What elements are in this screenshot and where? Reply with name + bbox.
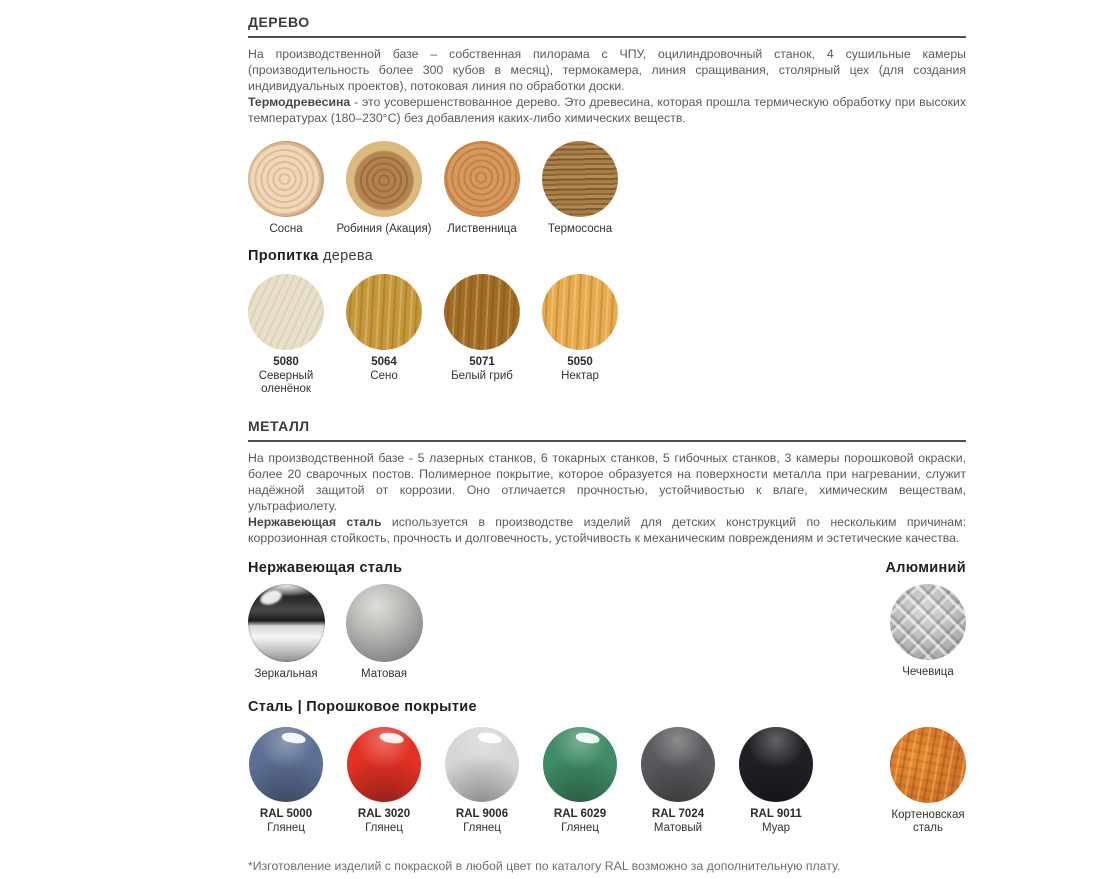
content-column [248, 14, 966, 873]
swatch-code: RAL 9006 [455, 808, 509, 820]
powder-swatch-ral9011 [738, 727, 814, 835]
swatch-color-ral9011 [739, 727, 813, 802]
swatch-finish: Глянец [365, 822, 403, 834]
swatch-finish: Матовый [653, 822, 703, 834]
diamond-plate-image [890, 584, 966, 660]
impregnation-title-rest: дерева [318, 248, 374, 264]
swatch-code: 5050 [567, 356, 593, 368]
swatch-label: Чечевица [902, 666, 954, 678]
swatch-label: Матовая [361, 668, 407, 680]
thermowood-paragraph [248, 94, 966, 126]
thermowood-text: - это усовершенствованное дерево. Это древесина, которая прошла термическую обработку при высоких температурах (180–230°С) без добавления каких-либо химических веществ. [248, 95, 966, 125]
swatch-color-ral7024 [641, 727, 715, 802]
stainless-aluminum-row [248, 584, 966, 681]
swatch-code: 5080 [273, 356, 299, 368]
impregnation-title [248, 248, 966, 264]
wood-swatch-thermopine [542, 141, 618, 236]
powder-swatch-ral7024 [640, 727, 716, 835]
stainless-title: Нержавеющая сталь [248, 560, 403, 576]
stainless-swatch-mirror [248, 584, 324, 681]
wood-section-title: ДЕРЕВО [248, 14, 966, 38]
stainless-paragraph [248, 514, 966, 546]
impregnation-swatch-5050 [542, 274, 618, 383]
wood-intro-text: На производственной базе – собственная пилорама с ЧПУ, оцилиндровочный станок, 4 сушильные камеры (производительность более 300 кубов в месяц), термокамера, линия сращивания, столярный цех (для создания индивидуальных проектов), потоковая линия по обработки доски. [248, 47, 966, 93]
stainless-text: используется в производстве изделий для детских конструкций по нескольким причинам: коррозионная стойкость, прочность и долговечность, устойчивость к механическим повреждениям и эстетические качества. [248, 515, 967, 545]
metal-subheadings-row [248, 560, 966, 576]
swatch-color-5080 [248, 274, 324, 350]
matte-steel-sphere [346, 584, 423, 662]
wood-species-row [248, 141, 966, 236]
impregnation-swatch-5064 [346, 274, 422, 383]
swatch-name: Белый гриб [451, 370, 513, 382]
aluminum-title: Алюминий [885, 560, 966, 576]
swatch-finish: Глянец [463, 822, 501, 834]
impregnation-title-lead: Пропитка [248, 248, 319, 264]
aluminum-swatch-lentil [890, 584, 966, 679]
metal-section-title: МЕТАЛЛ [248, 418, 966, 442]
swatch-label: Лиственница [447, 223, 517, 235]
wood-swatch-larch [444, 141, 520, 236]
swatch-name: Северный оленёнок [258, 370, 314, 395]
swatch-color-ral3020 [347, 727, 421, 802]
swatch-code: RAL 7024 [651, 808, 705, 820]
wood-intro-paragraph [248, 46, 966, 94]
powder-swatch-ral5000 [248, 727, 324, 835]
swatch-label: Робиния (Акация) [336, 223, 432, 235]
stainless-swatch-matte [346, 584, 422, 681]
powder-swatch-ral3020 [346, 727, 422, 835]
swatch-name: Кортеновская сталь [891, 809, 965, 834]
corten-steel-image [890, 727, 966, 803]
powder-swatch-ral6029 [542, 727, 618, 835]
swatch-finish: Глянец [267, 822, 305, 834]
swatch-color-5050 [542, 274, 618, 350]
pine-slice-image [248, 141, 324, 217]
impregnation-swatch-5080 [248, 274, 324, 396]
wood-swatch-pine [248, 141, 324, 236]
swatch-name: Нектар [561, 370, 599, 382]
swatch-code: RAL 5000 [259, 808, 313, 820]
swatch-code: RAL 3020 [357, 808, 411, 820]
swatch-finish: Глянец [561, 822, 599, 834]
swatch-color-ral6029 [543, 727, 617, 802]
swatch-code: RAL 9011 [750, 808, 802, 820]
swatch-color-5071 [444, 274, 520, 350]
powder-swatch-ral9006 [444, 727, 520, 835]
stainless-term: Нержавеющая сталь [248, 515, 382, 529]
mirror-steel-sphere [248, 584, 325, 662]
thermowood-term: Термодревесина [248, 95, 351, 109]
impregnation-row [248, 274, 966, 396]
swatch-color-ral9006 [445, 727, 519, 802]
swatch-name: Сено [370, 370, 398, 382]
swatch-code: 5071 [469, 356, 495, 368]
thermopine-slice-image [542, 141, 618, 217]
ral-footnote: *Изготовление изделий с покраской в любой цвет по каталогу RAL возможно за дополнительную плату. [248, 859, 841, 873]
swatch-code: RAL 6029 [553, 808, 607, 820]
swatch-code: 5064 [371, 356, 397, 368]
swatch-color-5064 [346, 274, 422, 350]
swatch-label: Зеркальная [254, 668, 318, 680]
larch-slice-image [444, 141, 520, 217]
robinia-slice-image [346, 141, 422, 217]
swatch-color-ral5000 [249, 727, 323, 802]
swatch-finish: Муар [761, 822, 791, 834]
swatch-label: Термососна [547, 223, 613, 235]
metal-intro-text: На производственной базе - 5 лазерных станков, 6 токарных станков, 5 гибочных станков, 3 камеры порошковой окраски, более 20 сварочных постов. Полимерное покрытие, которое образуется на поверхности металла при нагревании, служит надёжной защитой от коррозии. Оно отличается прочностью, устойчивостью к влаге, химическим веществам, ультрафиолету. [248, 451, 966, 513]
powder-coating-title: Сталь | Порошковое покрытие [248, 699, 477, 715]
impregnation-swatch-5071 [444, 274, 520, 383]
powder-coating-row [248, 727, 966, 835]
powder-swatch-corten [890, 727, 966, 835]
swatch-label: Сосна [269, 223, 303, 235]
wood-swatch-robinia [336, 141, 432, 236]
metal-intro-paragraph [248, 450, 966, 514]
